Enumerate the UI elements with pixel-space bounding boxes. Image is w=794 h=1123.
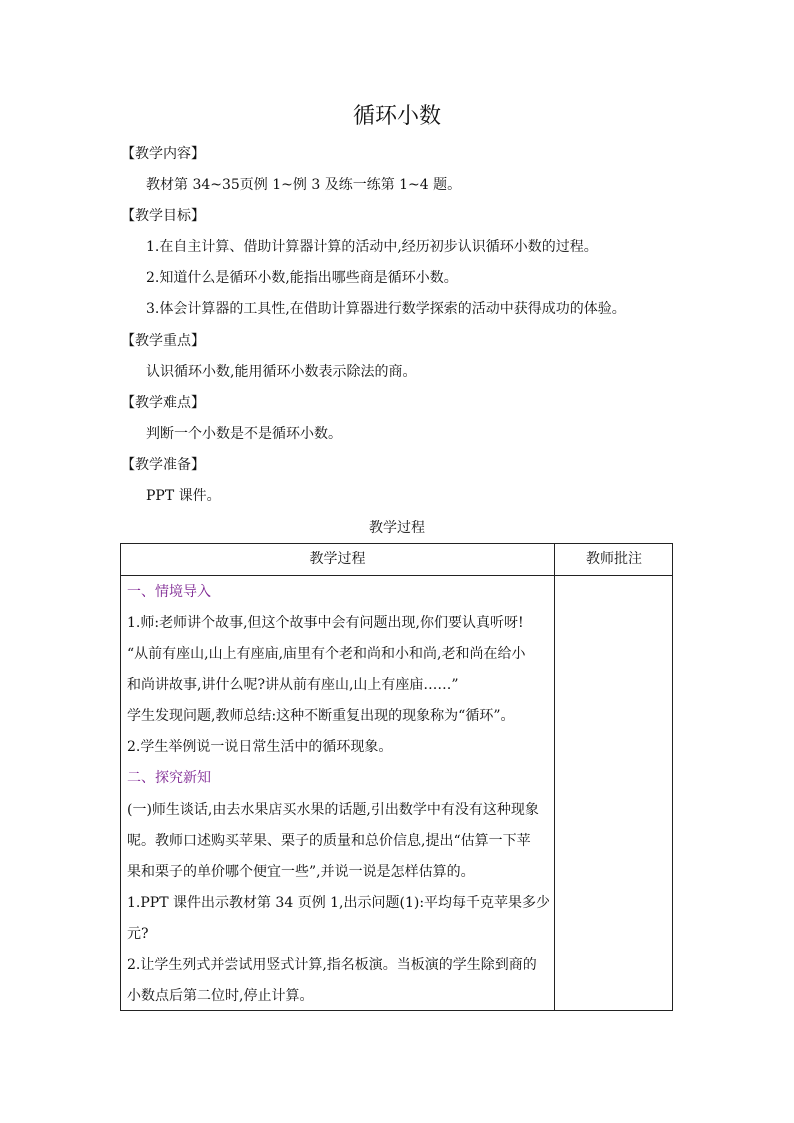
section-heading-content: 【教学内容】 [121, 146, 205, 162]
key-point-line: 认识循环小数,能用循环小数表示除法的商。 [146, 364, 417, 380]
process-line: (一)师生谈话,由去水果店买水果的话题,引出数学中有没有这种现象 [127, 802, 539, 818]
process-line: 1.师:老师讲个故事,但这个故事中会有问题出现,你们要认真听呀! [127, 615, 524, 631]
header-divider [121, 575, 672, 576]
difficulty-line: 判断一个小数是不是循环小数。 [146, 426, 342, 442]
process-line: 果和栗子的单价哪个便宜一些”,并说一说是怎样估算的。 [127, 864, 475, 880]
section-heading-goals: 【教学目标】 [121, 208, 205, 224]
section-heading-difficulties: 【教学难点】 [121, 395, 205, 411]
table-caption: 教学过程 [369, 520, 425, 536]
section-heading-key-points: 【教学重点】 [121, 333, 205, 349]
process-line: 2.让学生列式并尝试用竖式计算,指名板演。当板演的学生除到商的 [127, 957, 537, 973]
page-title: 循环小数 [352, 104, 441, 129]
goal-line-1: 1.在自主计算、借助计算器计算的活动中,经历初步认识循环小数的过程。 [146, 239, 598, 255]
process-line: 2.学生举例说一说日常生活中的循环现象。 [127, 739, 393, 755]
process-line: 呢。教师口述购买苹果、栗子的质量和总价信息,提出“估算一下苹 [127, 833, 531, 849]
preparation-line: PPT 课件。 [146, 488, 221, 504]
stage-heading-intro: 一、情境导入 [127, 584, 211, 600]
header-notes: 教师批注 [586, 551, 642, 567]
stage-heading-explore: 二、探究新知 [127, 770, 211, 786]
process-table [120, 543, 673, 1011]
process-line: 学生发现问题,教师总结:这种不断重复出现的现象称为“循环”。 [127, 708, 515, 724]
header-process: 教学过程 [309, 551, 366, 567]
process-line: 元? [127, 926, 149, 942]
goal-line-3: 3.体会计算器的工具性,在借助计算器进行数学探索的活动中获得成功的体验。 [146, 301, 626, 317]
section-heading-preparation: 【教学准备】 [121, 457, 205, 473]
content-line: 教材第 34~35页例 1~例 3 及练一练第 1~4 题。 [146, 177, 462, 193]
column-divider [554, 544, 555, 1010]
process-line: 1.PPT 课件出示教材第 34 页例 1,出示问题(1):平均每千克苹果多少 [127, 895, 551, 911]
process-line: “从前有座山,山上有座庙,庙里有个老和尚和小和尚,老和尚在给小 [127, 646, 526, 662]
process-line: 小数点后第二位时,停止计算。 [127, 988, 314, 1004]
process-line: 和尚讲故事,讲什么呢?讲从前有座山,山上有座庙……” [127, 677, 459, 693]
goal-line-2: 2.知道什么是循环小数,能指出哪些商是循环小数。 [146, 270, 458, 286]
